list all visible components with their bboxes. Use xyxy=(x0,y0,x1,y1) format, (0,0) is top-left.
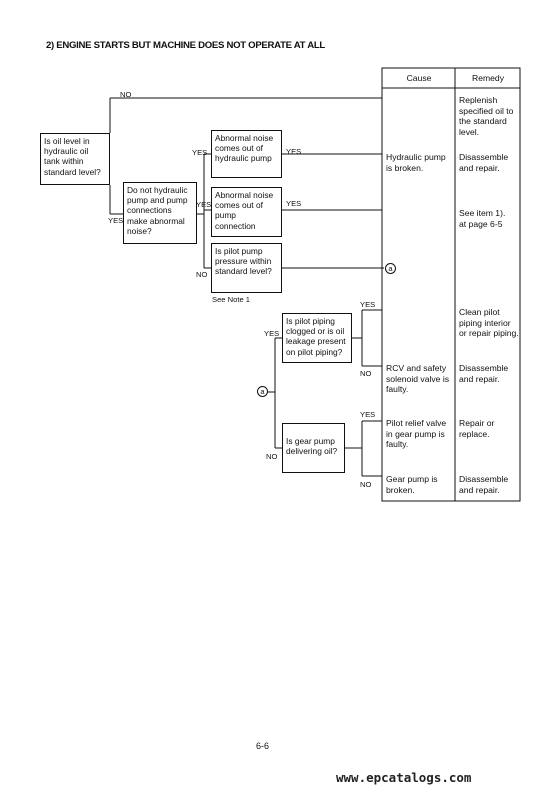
connector-a-left: a xyxy=(257,386,268,397)
label-yes-piping: YES xyxy=(360,300,376,309)
label-yes-oil: YES xyxy=(108,216,124,225)
cause-gear-pump: Gear pump is broken. xyxy=(386,474,438,495)
label-yes-noise-pump: YES xyxy=(286,147,302,156)
node-abnormal-noise: Do not hydraulic pump and pump connections make abnormal noise? xyxy=(123,182,197,244)
remedy-disassemble-3: Disassemble and repair. xyxy=(459,474,509,495)
label-no-piping: NO xyxy=(360,369,372,378)
cause-rcv-solenoid: RCV and safety solenoid valve is faulty. xyxy=(386,363,450,395)
label-no-gear-2: NO xyxy=(360,480,372,489)
label-yes-branch-1: YES xyxy=(192,148,208,157)
node-pilot-pressure: Is pilot pump pressure within standard level? xyxy=(211,243,282,293)
label-yes-branch-2: YES xyxy=(196,200,212,209)
remedy-clean-piping: Clean pilot piping interior or repair piping. xyxy=(459,307,519,339)
label-yes-pilot: YES xyxy=(264,329,280,338)
remedy-disassemble-1: Disassemble and repair. xyxy=(459,152,509,173)
label-yes-noise-connection: YES xyxy=(286,199,302,208)
label-no-oil: NO xyxy=(120,90,132,99)
node-noise-pump: Abnormal noise comes out of hydraulic pump xyxy=(211,130,282,178)
cause-header: Cause xyxy=(406,73,432,83)
remedy-see-item: See item 1). at page 6-5 xyxy=(459,208,506,229)
cause-pilot-relief: Pilot relief valve in gear pump is faulty. xyxy=(386,418,447,450)
note-label: See Note 1 xyxy=(212,295,250,304)
node-gear-pump: Is gear pump delivering oil? xyxy=(282,423,345,473)
label-no-gear: NO xyxy=(266,452,278,461)
page-title: 2) ENGINE STARTS BUT MACHINE DOES NOT OPERATE AT ALL xyxy=(46,40,325,51)
remedy-disassemble-2: Disassemble and repair. xyxy=(459,363,509,384)
node-oil-level: Is oil level in hydraulic oil tank within standard level? xyxy=(40,133,110,185)
watermark-link[interactable]: www.epcatalogs.com xyxy=(336,770,472,785)
remedy-header: Remedy xyxy=(472,73,504,83)
label-yes-gear: YES xyxy=(360,410,376,419)
remedy-replenish: Replenish specified oil to the standard level. xyxy=(459,95,514,137)
page-number: 6-6 xyxy=(256,741,270,751)
node-noise-connection: Abnormal noise comes out of pump connection xyxy=(211,187,282,237)
cause-hydraulic-pump: Hydraulic pump is broken. xyxy=(386,152,446,173)
remedy-repair-replace: Repair or replace. xyxy=(459,418,495,439)
connector-a-right: a xyxy=(385,263,396,274)
node-pilot-piping: Is pilot piping clogged or is oil leakage present on pilot piping? xyxy=(282,313,352,363)
label-no-branch: NO xyxy=(196,270,208,279)
